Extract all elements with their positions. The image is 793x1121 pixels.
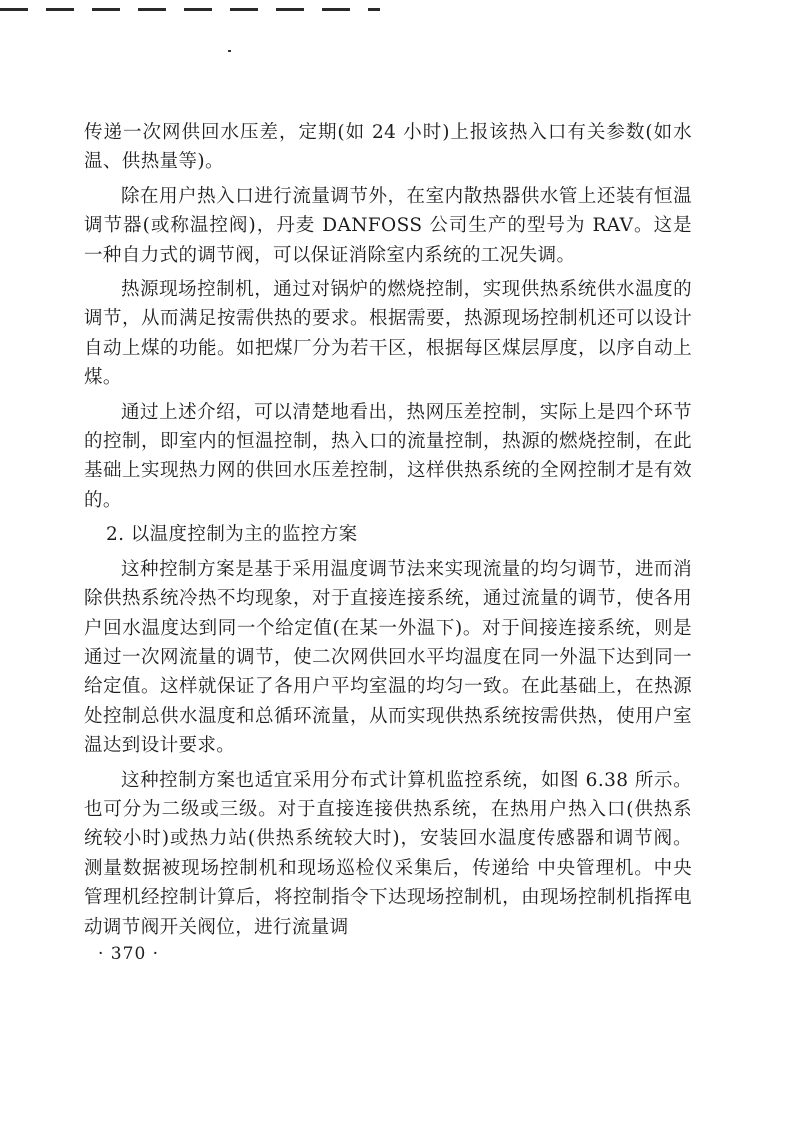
section-heading: 2. 以温度控制为主的监控方案 [106, 524, 358, 546]
paragraph-6: 这种控制方案也适宜采用分布式计算机监控系统，如图 6.38 所示。也可分为二级或三级。对于直接连接供热系统，在热用户热入口(供热系统较小时)或热力站(供热系统较大时)，安装回水温度传感器和调节阀。测量数据被现场控制机和现场巡检仪采集后，传递给 中央管理机。中央管理机经控制计算后，将控制指令下达现场控制机，由现场控制机指挥电动调节阀开关阀位，进行流量调 [84, 769, 692, 938]
header-dashed-rule [0, 8, 380, 11]
paragraph-5: 这种控制方案是基于采用温度调节法来实现流量的均匀调节，进而消除供热系统冷热不均现象，对于直接连接系统，通过流量的调节，使各用户回水温度达到同一个给定值(在某一外温下)。对于间接连接系统，则是通过一次网流量的调节，使二次网供回水平均温度在同一外温下达到同一给定值。这样就保证了各用户平均室温的均匀一致。在此基础上，在热源处控制总供水温度和总循环流量，从而实现供热系统按需供热，使用户室温达到设计要求。 [84, 558, 692, 757]
page-body [84, 118, 692, 947]
scan-speck [228, 50, 231, 52]
paragraph-3: 热源现场控制机，通过对锅炉的燃烧控制，实现供热系统供水温度的调节，从而满足按需供热的要求。根据需要，热源现场控制机还可以设计自动上煤的功能。如把煤厂分为若干区，根据每区煤层厚度，以序自动上煤。 [84, 279, 692, 389]
paragraph-1: 传递一次网供回水压差，定期(如 24 小时)上报该热入口有关参数(如水温、供热量等)。 [84, 122, 692, 173]
paragraph-2: 除在用户热入口进行流量调节外，在室内散热器供水管上还装有恒温调节器(或称温控阀)，丹麦 DANFOSS 公司生产的型号为 RAV。这是一种自力式的调节阀，可以保证消除室内系统的工况失调。 [84, 185, 692, 266]
page-number: · 370 · [98, 944, 160, 964]
paragraph-4: 通过上述介绍，可以清楚地看出，热网压差控制，实际上是四个环节的控制，即室内的恒温控制，热入口的流量控制，热源的燃烧控制，在此基础上实现热力网的供回水压差控制，这样供热系统的全网控制才是有效的。 [84, 401, 692, 511]
